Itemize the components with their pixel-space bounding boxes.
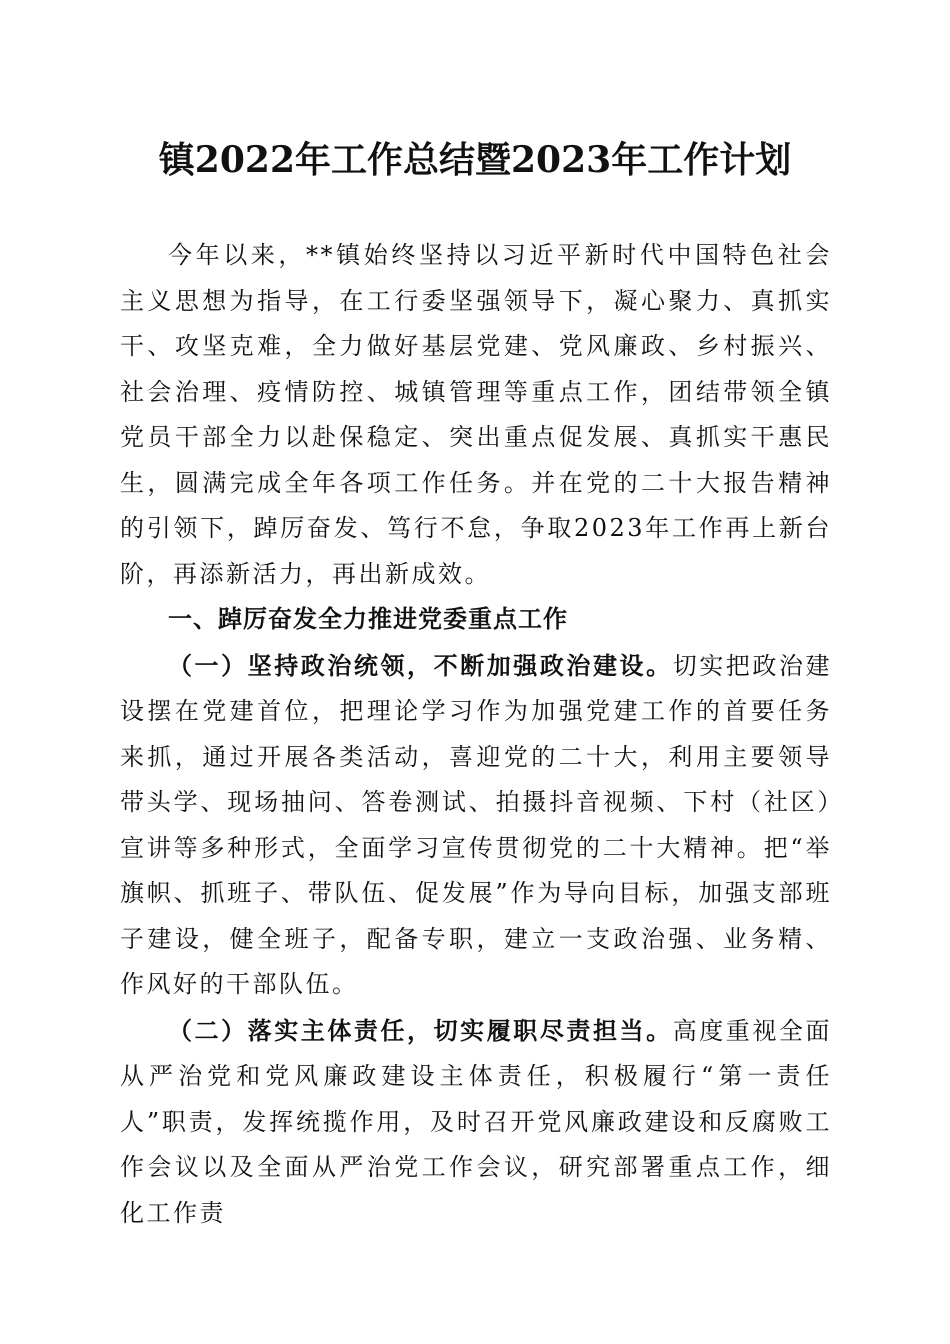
document-body bbox=[120, 233, 832, 1236]
item-lead-1: （一）坚持政治统领，不断加强政治建设。 bbox=[168, 650, 673, 680]
item-paragraph-2 bbox=[120, 1008, 832, 1237]
document-title: 镇2022年工作总结暨2023年工作计划 bbox=[158, 139, 792, 181]
item-paragraph-1 bbox=[120, 643, 832, 1008]
section-heading: 一、踔厉奋发全力推进党委重点工作 bbox=[168, 605, 568, 633]
item-lead-2: （二）落实主体责任，切实履职尽责担当。 bbox=[168, 1015, 673, 1045]
intro-paragraph: 今年以来，**镇始终坚持以习近平新时代中国特色社会主义思想为指导，在工行委坚强领导下，凝心聚力、真抓实干、攻坚克难，全力做好基层党建、党风廉政、乡村振兴、社会治理、疫情防控、城镇管理等重点工作，团结带领全镇党员干部全力以赴保稳定、突出重点促发展、真抓实干惠民生，圆满完成全年各项工作任务。并在党的二十大报告精神的引领下，踔厉奋发、笃行不怠，争取2023年工作再上新台阶，再添新活力，再出新成效。 bbox=[120, 241, 832, 588]
item-body-2: 高度重视全面从严治党和党风廉政建设主体责任，积极履行“第一责任人”职责，发挥统揽作用，及时召开党风廉政建设和反腐败工作会议以及全面从严治党工作会议，研究部署重点工作，细化工作责 bbox=[120, 1016, 832, 1227]
item-body-1: 切实把政治建设摆在党建首位，把理论学习作为加强党建工作的首要任务来抓，通过开展各类活动，喜迎党的二十大，利用主要领导带头学、现场抽问、答卷测试、拍摄抖音视频、下村（社区）宣讲等多种形式，全面学习宣传贯彻党的二十大精神。把“举旗帜、抓班子、带队伍、促发展”作为导向目标，加强支部班子建设，健全班子，配备专职，建立一支政治强、业务精、作风好的干部队伍。 bbox=[120, 651, 832, 998]
